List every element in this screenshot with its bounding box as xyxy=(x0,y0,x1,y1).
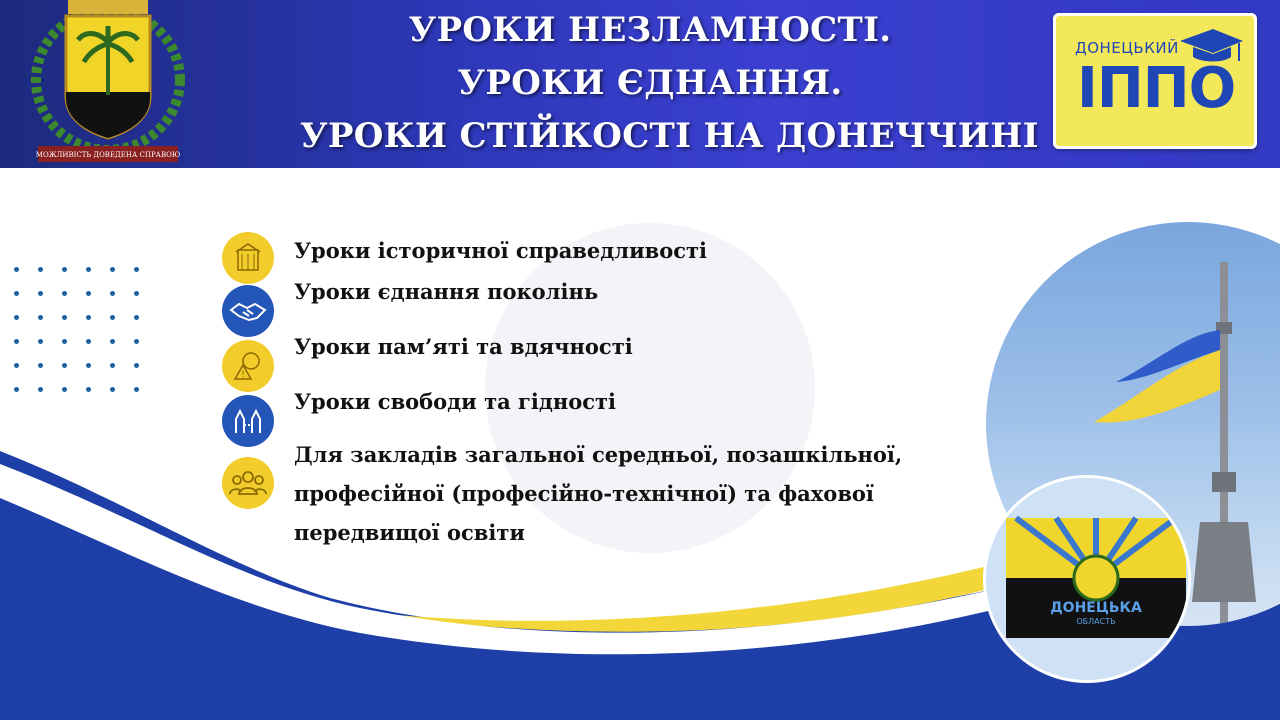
decorative-dot xyxy=(86,291,91,296)
list-item-label-line-2: професійної (професійно-технічної) та фахової xyxy=(294,481,874,506)
list-item xyxy=(222,442,903,552)
decorative-dot xyxy=(38,387,43,392)
title-line-1: УРОКИ НЕЗЛАМНОСТІ. xyxy=(408,10,892,50)
decorative-dot xyxy=(86,387,91,392)
decorative-dot xyxy=(110,339,115,344)
decorative-dot xyxy=(110,387,115,392)
decorative-dot xyxy=(110,291,115,296)
list-item-label: Уроки історичної справедливості xyxy=(294,238,708,263)
ippo-logo xyxy=(1053,13,1257,149)
title-line-3: УРОКИ СТІЙКОСТІ НА ДОНЕЧЧИНІ xyxy=(300,116,1039,156)
page-title xyxy=(300,4,1039,163)
svg-text:!: ! xyxy=(241,370,245,380)
flag-text-line2: ОБЛАСТЬ xyxy=(1076,617,1116,626)
decorative-dot xyxy=(38,339,43,344)
decorative-dot xyxy=(86,363,91,368)
decorative-dot xyxy=(38,291,43,296)
handshake-icon xyxy=(222,285,274,337)
decorative-dot xyxy=(86,315,91,320)
decorative-dot xyxy=(86,267,91,272)
list-item-label: Уроки єднання поколінь xyxy=(294,279,599,304)
decorative-dots xyxy=(14,267,149,397)
donetsk-oblast-flag-photo xyxy=(986,478,1188,680)
decorative-dot xyxy=(110,267,115,272)
decorative-dot xyxy=(14,387,19,392)
decorative-dot xyxy=(14,339,19,344)
list-item-label: Уроки пам’яті та вдячності xyxy=(294,334,633,359)
memory-icon xyxy=(222,340,274,392)
list-item-label-multiline xyxy=(294,435,902,552)
decorative-dot xyxy=(62,267,67,272)
flag-text-line1: ДОНЕЦЬКА xyxy=(1050,600,1142,616)
decorative-dot xyxy=(62,363,67,368)
decorative-dot xyxy=(62,339,67,344)
decorative-dot xyxy=(134,363,139,368)
decorative-dot xyxy=(110,315,115,320)
list-item-label-line-3: передвищої освіти xyxy=(294,520,525,545)
decorative-dot xyxy=(134,387,139,392)
decorative-dot xyxy=(14,315,19,320)
decorative-dot xyxy=(62,387,67,392)
decorative-dot xyxy=(62,315,67,320)
decorative-dot xyxy=(38,363,43,368)
monument-icon xyxy=(222,232,274,284)
decorative-dot xyxy=(86,339,91,344)
header-banner xyxy=(0,0,1280,168)
decorative-dot xyxy=(134,267,139,272)
decorative-dot xyxy=(14,291,19,296)
title-line-2: УРОКИ ЄДНАННЯ. xyxy=(457,63,843,103)
people-group-icon xyxy=(222,457,274,509)
freedom-hands-icon xyxy=(222,395,274,447)
decorative-dot xyxy=(14,267,19,272)
decorative-dot xyxy=(134,339,139,344)
ippo-logo-small-text: ДОНЕЦЬКИЙ xyxy=(1075,39,1179,57)
decorative-dot xyxy=(62,291,67,296)
decorative-dot xyxy=(110,363,115,368)
decorative-dot xyxy=(134,315,139,320)
decorative-dot xyxy=(38,315,43,320)
ippo-logo-big-text: ІППО xyxy=(1077,56,1236,121)
donetsk-flag-icon xyxy=(986,478,1188,680)
list-item-label-line-1: Для закладів загальної середньої, позашкільної, xyxy=(294,442,903,467)
list-item-label: Уроки свободи та гідності xyxy=(294,389,616,414)
coat-of-arms-icon xyxy=(28,0,188,168)
decorative-dot xyxy=(134,291,139,296)
coat-ribbon-text: МОЖЛИВІСТЬ ДОВЕДЕНА СПРАВОЮ xyxy=(35,151,181,159)
decorative-dot xyxy=(38,267,43,272)
decorative-dot xyxy=(14,363,19,368)
